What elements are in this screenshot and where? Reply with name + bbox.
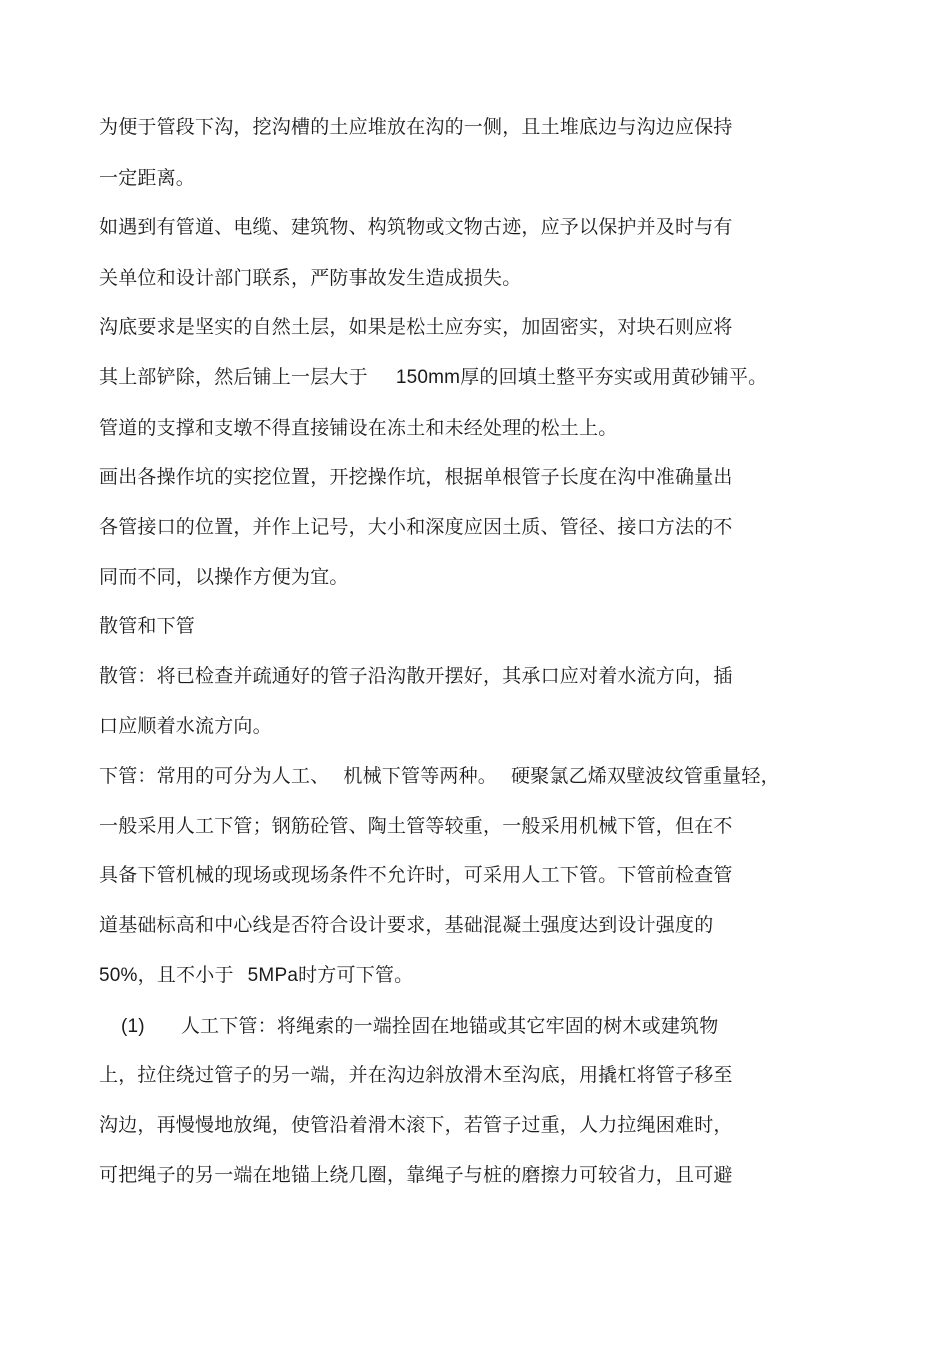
paragraph-line: 沟边，再慢慢地放绳，使管沿着滑木滚下，若管子过重，人力拉绳困难时，: [99, 1114, 733, 1136]
paragraph-line: 散管：将已检查并疏通好的管子沿沟散开摆好，其承口应对着水流方向，插: [99, 665, 733, 687]
paragraph-line: 一定距离。: [99, 167, 196, 189]
text-segment: 硬聚氯乙烯双壁波纹管重量轻，: [511, 765, 780, 787]
text-segment: 厚的回填土整平夯实或用黄砂铺平。: [460, 366, 768, 388]
pressure-value: 5MPa: [247, 965, 299, 986]
paragraph-line: 沟底要求是坚实的自然土层，如果是松土应夯实，加固密实，对块石则应将: [99, 316, 733, 338]
section-heading: 散管和下管: [99, 615, 196, 637]
paragraph-line: 如遇到有管道、电缆、建筑物、构筑物或文物古迹，应予以保护并及时与有: [99, 216, 733, 238]
paragraph-line: [121, 1013, 718, 1040]
paragraph-line: [99, 763, 780, 789]
paragraph-line: [99, 364, 767, 391]
paragraph-line: 画出各操作坑的实挖位置，开挖操作坑，根据单根管子长度在沟中准确量出: [99, 466, 733, 488]
paragraph-line: 管道的支撑和支墩不得直接铺设在冻土和未经处理的松土上。: [99, 417, 618, 439]
text-segment: 人工下管：将绳索的一端拴固在地锚或其它牢固的树木或建筑物: [180, 1015, 719, 1037]
measurement-value: 150mm: [395, 367, 461, 388]
paragraph-line: 上，拉住绕过管子的另一端，并在沟边斜放滑木至沟底，用撬杠将管子移至: [99, 1064, 733, 1086]
paragraph-line: 关单位和设计部门联系，严防事故发生造成损失。: [99, 267, 522, 289]
paragraph-line: 具备下管机械的现场或现场条件不允许时，可采用人工下管。下管前检查管: [99, 864, 733, 886]
paragraph-line: 道基础标高和中心线是否符合设计要求，基础混凝土强度达到设计强度的: [99, 914, 714, 936]
paragraph-line: 一般采用人工下管；钢筋砼管、陶土管等较重，一般采用机械下管，但在不: [99, 815, 733, 837]
text-segment: 机械下管等两种。: [343, 765, 498, 787]
text-segment: ，且不小于: [137, 964, 234, 986]
percentage-value: 50%: [99, 965, 138, 986]
text-segment: 其上部铲除，然后铺上一层大于: [99, 366, 368, 388]
paragraph-line: [99, 962, 413, 989]
paragraph-line: 可把绳子的另一端在地锚上绕几圈，靠绳子与桩的磨擦力可较省力，且可避: [99, 1164, 733, 1186]
list-number: (1): [121, 1016, 145, 1037]
text-segment: 下管：常用的可分为人工、: [99, 765, 330, 787]
paragraph-line: 为便于管段下沟，挖沟槽的土应堆放在沟的一侧，且土堆底边与沟边应保持: [99, 116, 733, 138]
paragraph-line: 口应顺着水流方向。: [99, 715, 272, 737]
paragraph-line: 同而不同，以操作方便为宜。: [99, 566, 349, 588]
text-segment: 时方可下管。: [298, 964, 414, 986]
paragraph-line: 各管接口的位置，并作上记号，大小和深度应因土质、管径、接口方法的不: [99, 516, 733, 538]
